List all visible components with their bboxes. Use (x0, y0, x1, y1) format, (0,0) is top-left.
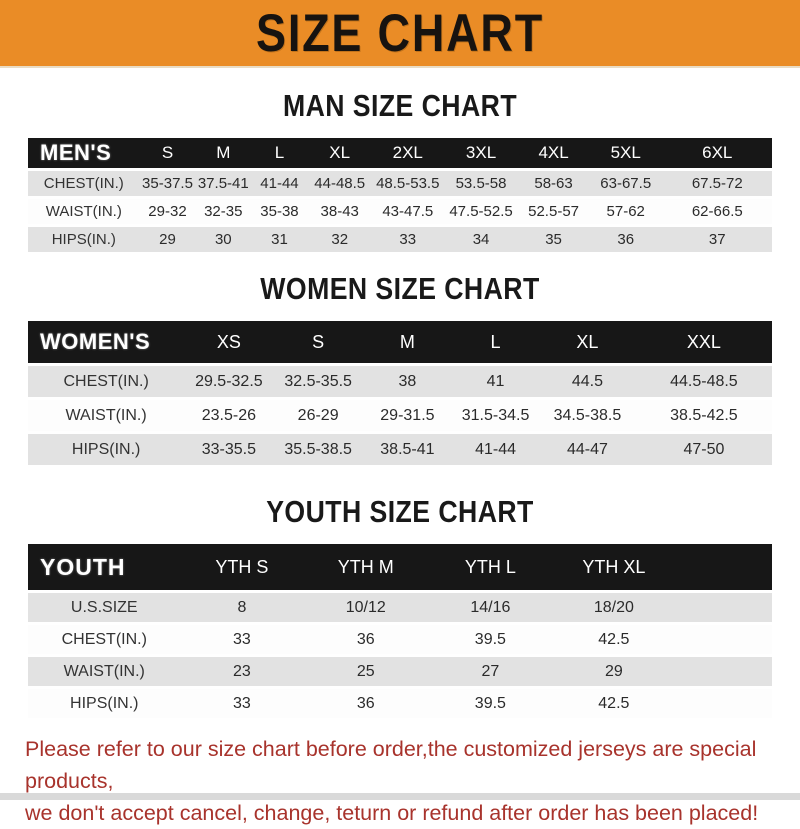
women-col-header: XL (539, 321, 636, 363)
women-corner-label: WOMEN'S (28, 321, 184, 363)
size-chart-banner (0, 0, 800, 68)
cell: 41-44 (452, 434, 539, 465)
cell: 62-66.5 (663, 199, 772, 224)
spacer-cell (675, 625, 772, 654)
row-label: CHEST(IN.) (28, 171, 140, 196)
cell: 33-35.5 (184, 434, 273, 465)
youth-col-header: YTH M (303, 544, 428, 590)
cell: 10/12 (303, 593, 428, 622)
cell: 32 (308, 227, 372, 252)
women-hips-row (28, 434, 772, 465)
men-size-table (28, 135, 772, 255)
cell: 36 (303, 689, 428, 718)
row-label: U.S.SIZE (28, 593, 181, 622)
order-policy-note (25, 733, 800, 829)
cell: 34.5-38.5 (539, 400, 636, 431)
men-header-row (28, 138, 772, 168)
cell: 36 (589, 227, 663, 252)
women-section-heading: WOMEN SIZE CHART (260, 271, 540, 306)
row-label: WAIST(IN.) (28, 199, 140, 224)
cell: 29-32 (140, 199, 196, 224)
cell: 33 (372, 227, 444, 252)
cell: 26-29 (274, 400, 363, 431)
spacer-cell (675, 544, 772, 590)
cell: 18/20 (552, 593, 675, 622)
men-col-header: 5XL (589, 138, 663, 168)
youth-col-header: YTH L (428, 544, 552, 590)
cell: 32.5-35.5 (274, 366, 363, 397)
cell: 44-48.5 (308, 171, 372, 196)
cell: 14/16 (428, 593, 552, 622)
men-col-header: 2XL (372, 138, 444, 168)
cell: 48.5-53.5 (372, 171, 444, 196)
cell: 29 (140, 227, 196, 252)
cell: 38.5-42.5 (636, 400, 772, 431)
cell: 47-50 (636, 434, 772, 465)
cell: 52.5-57 (518, 199, 589, 224)
youth-hips-row (28, 689, 772, 718)
row-label: HIPS(IN.) (28, 227, 140, 252)
spacer-cell (675, 593, 772, 622)
women-col-header: S (274, 321, 363, 363)
row-label: CHEST(IN.) (28, 625, 181, 654)
cell: 31 (251, 227, 308, 252)
man-section-heading: MAN SIZE CHART (282, 88, 518, 123)
youth-corner-label: YOUTH (28, 544, 181, 590)
women-col-header: L (452, 321, 539, 363)
bottom-divider (0, 793, 800, 800)
cell: 38-43 (308, 199, 372, 224)
men-col-header: 3XL (444, 138, 518, 168)
youth-chest-row (28, 625, 772, 654)
men-col-header: XL (308, 138, 372, 168)
cell: 35-38 (251, 199, 308, 224)
cell: 57-62 (589, 199, 663, 224)
cell: 44.5 (539, 366, 636, 397)
cell: 39.5 (428, 625, 552, 654)
cell: 38.5-41 (363, 434, 452, 465)
cell: 37 (663, 227, 772, 252)
women-header-row (28, 321, 772, 363)
row-label: CHEST(IN.) (28, 366, 184, 397)
row-label: WAIST(IN.) (28, 400, 184, 431)
cell: 42.5 (552, 689, 675, 718)
row-label: WAIST(IN.) (28, 657, 181, 686)
men-col-header: S (140, 138, 196, 168)
cell: 53.5-58 (444, 171, 518, 196)
cell: 35.5-38.5 (274, 434, 363, 465)
youth-col-header: YTH XL (552, 544, 675, 590)
cell: 25 (303, 657, 428, 686)
order-policy-line2: we don't accept cancel, change, teturn or refund after order has been placed! (25, 801, 759, 825)
cell: 39.5 (428, 689, 552, 718)
cell: 29.5-32.5 (184, 366, 273, 397)
men-col-header: 6XL (663, 138, 772, 168)
cell: 44.5-48.5 (636, 366, 772, 397)
youth-section-heading: YOUTH SIZE CHART (266, 494, 534, 529)
spacer-cell (675, 689, 772, 718)
cell: 23 (181, 657, 304, 686)
men-corner-label: MEN'S (28, 138, 140, 168)
women-chest-row (28, 366, 772, 397)
cell: 67.5-72 (663, 171, 772, 196)
women-waist-row (28, 400, 772, 431)
youth-waist-row (28, 657, 772, 686)
order-policy-line1: Please refer to our size chart before order,the customized jerseys are special products, (25, 737, 757, 793)
cell: 33 (181, 625, 304, 654)
youth-header-row (28, 544, 772, 590)
cell: 29-31.5 (363, 400, 452, 431)
row-label: HIPS(IN.) (28, 689, 181, 718)
cell: 58-63 (518, 171, 589, 196)
row-label: HIPS(IN.) (28, 434, 184, 465)
cell: 63-67.5 (589, 171, 663, 196)
cell: 27 (428, 657, 552, 686)
youth-col-header: YTH S (181, 544, 304, 590)
men-waist-row (28, 199, 772, 224)
cell: 41-44 (251, 171, 308, 196)
cell: 35 (518, 227, 589, 252)
cell: 47.5-52.5 (444, 199, 518, 224)
spacer-cell (675, 657, 772, 686)
women-col-header: XS (184, 321, 273, 363)
cell: 8 (181, 593, 304, 622)
cell: 35-37.5 (140, 171, 196, 196)
cell: 37.5-41 (195, 171, 251, 196)
women-size-table (28, 318, 772, 468)
cell: 41 (452, 366, 539, 397)
cell: 31.5-34.5 (452, 400, 539, 431)
men-chest-row (28, 171, 772, 196)
cell: 34 (444, 227, 518, 252)
youth-ussize-row (28, 593, 772, 622)
cell: 36 (303, 625, 428, 654)
cell: 29 (552, 657, 675, 686)
cell: 44-47 (539, 434, 636, 465)
banner-title: SIZE CHART (256, 3, 544, 63)
cell: 30 (195, 227, 251, 252)
women-col-header: M (363, 321, 452, 363)
men-hips-row (28, 227, 772, 252)
men-col-header: 4XL (518, 138, 589, 168)
cell: 42.5 (552, 625, 675, 654)
cell: 23.5-26 (184, 400, 273, 431)
cell: 33 (181, 689, 304, 718)
cell: 38 (363, 366, 452, 397)
men-col-header: L (251, 138, 308, 168)
cell: 32-35 (195, 199, 251, 224)
cell: 43-47.5 (372, 199, 444, 224)
men-col-header: M (195, 138, 251, 168)
youth-size-table (28, 541, 772, 721)
women-col-header: XXL (636, 321, 772, 363)
